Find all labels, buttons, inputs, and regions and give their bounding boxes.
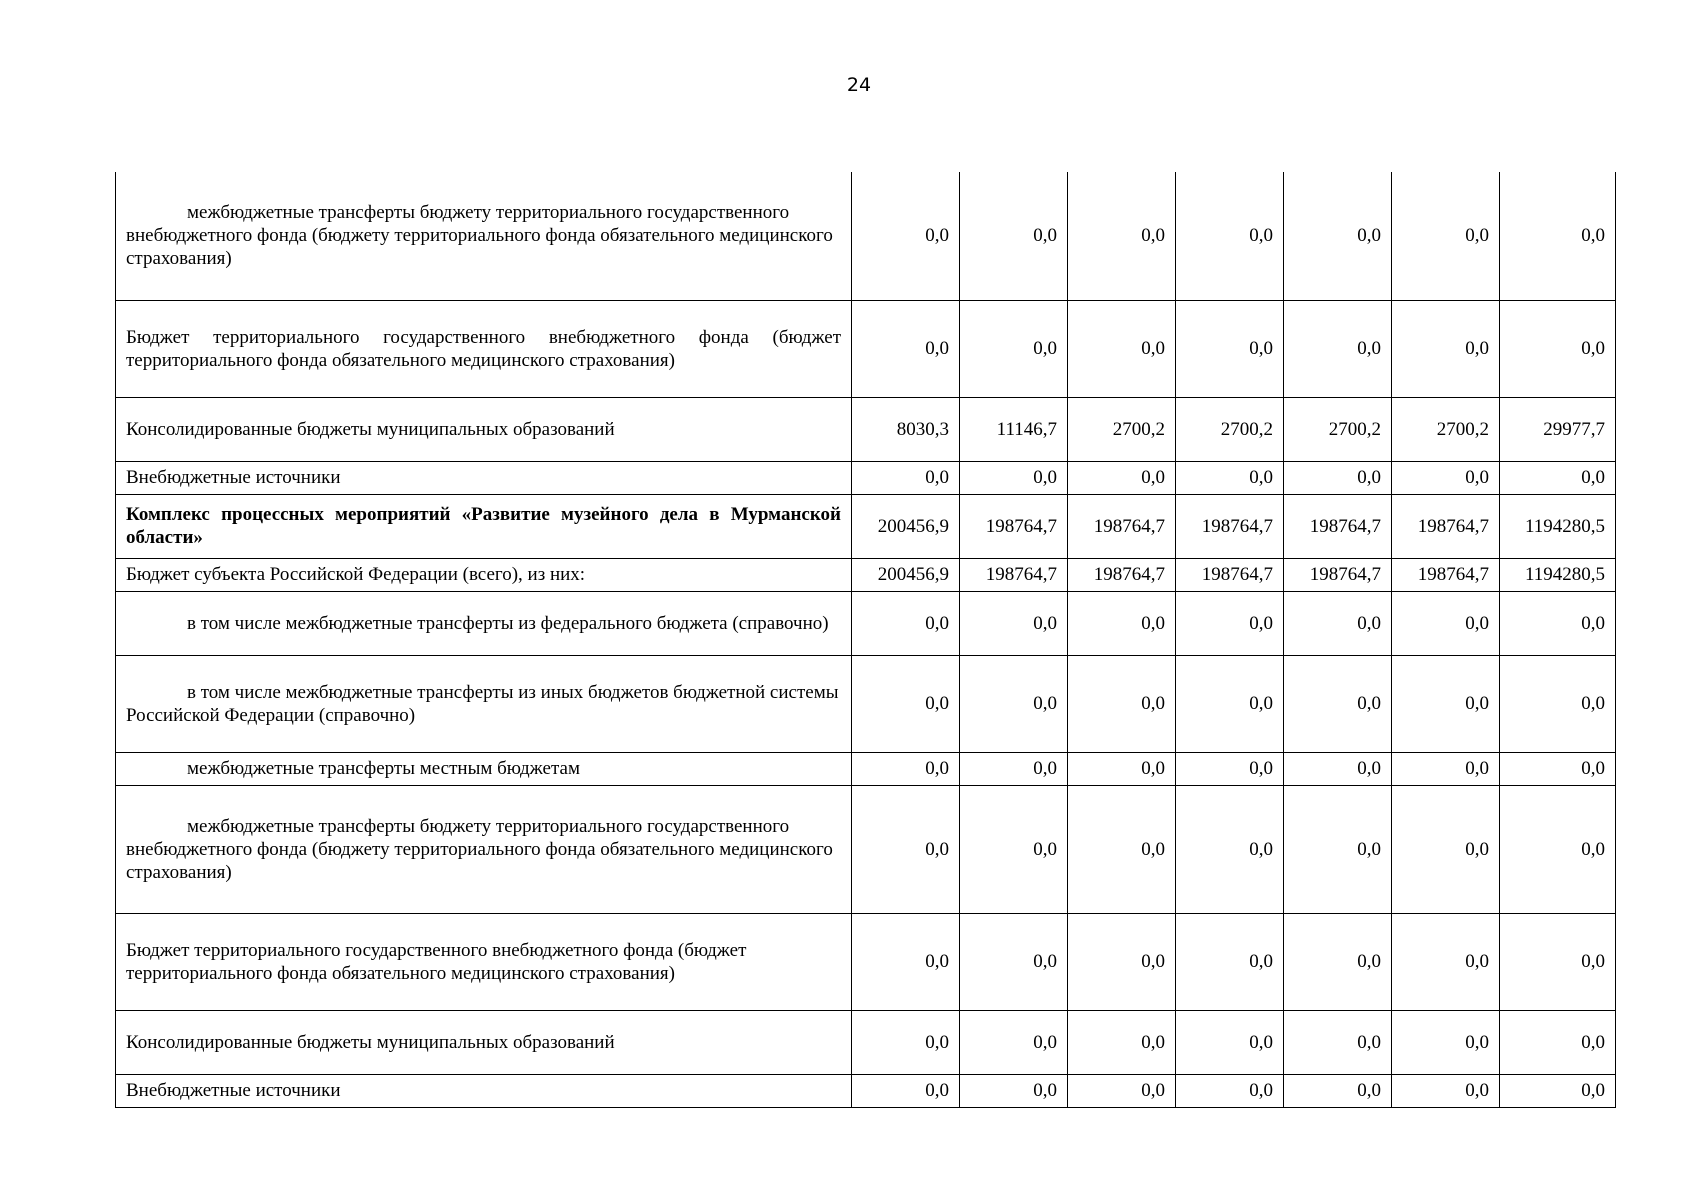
row-value: 0,0 [852, 1010, 960, 1074]
table-row [116, 172, 1616, 300]
row-label: Комплекс процессных мероприятий «Развитие музейного дела в Мурманской области» [116, 494, 852, 558]
row-value: 0,0 [1176, 1010, 1284, 1074]
row-value: 198764,7 [1068, 494, 1176, 558]
row-value: 0,0 [1068, 1074, 1176, 1107]
table-row [116, 300, 1616, 397]
row-value: 11146,7 [960, 397, 1068, 461]
row-value: 0,0 [1392, 461, 1500, 494]
row-value: 0,0 [1500, 655, 1616, 752]
row-value: 198764,7 [1284, 494, 1392, 558]
table-row [116, 591, 1616, 655]
row-value: 0,0 [852, 1074, 960, 1107]
row-value: 0,0 [1392, 913, 1500, 1010]
row-value: 198764,7 [960, 494, 1068, 558]
row-value: 0,0 [1392, 655, 1500, 752]
row-label: Бюджет территориального государственного внебюджетного фонда (бюджет территориального фонда обязательного медицинского страхования) [116, 300, 852, 397]
row-value: 0,0 [1176, 172, 1284, 300]
row-value: 0,0 [1284, 785, 1392, 913]
row-label: межбюджетные трансферты бюджету территориального государственного внебюджетного фонда (бюджету территориального фонда обязательного медицинского страхования) [116, 172, 852, 300]
budget-table-body [116, 172, 1616, 1107]
row-value: 0,0 [960, 785, 1068, 913]
row-value: 0,0 [1068, 785, 1176, 913]
row-label: Внебюджетные источники [116, 461, 852, 494]
row-value: 0,0 [852, 591, 960, 655]
row-value: 2700,2 [1392, 397, 1500, 461]
row-label: Бюджет субъекта Российской Федерации (всего), из них: [116, 558, 852, 591]
row-label: межбюджетные трансферты бюджету территориального государственного внебюджетного фонда (бюджету территориального фонда обязательного медицинского страхования) [116, 785, 852, 913]
row-label: Консолидированные бюджеты муниципальных образований [116, 397, 852, 461]
row-value: 198764,7 [960, 558, 1068, 591]
row-value: 0,0 [1500, 591, 1616, 655]
row-value: 0,0 [852, 300, 960, 397]
page-number: 24 [846, 74, 872, 96]
table-row [116, 397, 1616, 461]
row-value: 0,0 [1392, 785, 1500, 913]
row-value: 198764,7 [1392, 494, 1500, 558]
row-value: 0,0 [1068, 1010, 1176, 1074]
row-value: 0,0 [852, 172, 960, 300]
row-value: 0,0 [1068, 300, 1176, 397]
row-value: 0,0 [852, 655, 960, 752]
row-value: 0,0 [852, 785, 960, 913]
row-value: 0,0 [1500, 461, 1616, 494]
row-value: 0,0 [1500, 1074, 1616, 1107]
row-value: 0,0 [960, 172, 1068, 300]
row-label: в том числе межбюджетные трансферты из федерального бюджета (справочно) [116, 591, 852, 655]
row-value: 0,0 [1500, 1010, 1616, 1074]
table-row [116, 1074, 1616, 1107]
row-value: 0,0 [960, 591, 1068, 655]
row-label: Консолидированные бюджеты муниципальных образований [116, 1010, 852, 1074]
row-value: 2700,2 [1284, 397, 1392, 461]
row-value: 8030,3 [852, 397, 960, 461]
row-value: 29977,7 [1500, 397, 1616, 461]
row-value: 0,0 [1068, 591, 1176, 655]
row-label: Бюджет территориального государственного внебюджетного фонда (бюджет территориального фонда обязательного медицинского страхования) [116, 913, 852, 1010]
row-value: 2700,2 [1176, 397, 1284, 461]
row-value: 0,0 [960, 300, 1068, 397]
row-value: 0,0 [1176, 752, 1284, 785]
table-row [116, 558, 1616, 591]
row-value: 0,0 [1392, 300, 1500, 397]
row-value: 0,0 [1176, 591, 1284, 655]
row-value: 0,0 [1500, 172, 1616, 300]
row-value: 0,0 [1500, 752, 1616, 785]
row-value: 0,0 [1284, 913, 1392, 1010]
row-value: 198764,7 [1068, 558, 1176, 591]
row-value: 0,0 [1068, 655, 1176, 752]
row-value: 0,0 [1284, 1074, 1392, 1107]
row-value: 0,0 [1176, 1074, 1284, 1107]
row-value: 0,0 [1284, 1010, 1392, 1074]
row-value: 0,0 [1068, 172, 1176, 300]
table-row [116, 494, 1616, 558]
table-row [116, 461, 1616, 494]
row-value: 200456,9 [852, 494, 960, 558]
row-value: 0,0 [1392, 1010, 1500, 1074]
row-value: 0,0 [1392, 591, 1500, 655]
row-value: 0,0 [1176, 461, 1284, 494]
table-row [116, 1010, 1616, 1074]
table-row [116, 752, 1616, 785]
table-row [116, 785, 1616, 913]
row-value: 0,0 [1284, 752, 1392, 785]
row-value: 1194280,5 [1500, 558, 1616, 591]
row-value: 0,0 [960, 1010, 1068, 1074]
row-value: 0,0 [1284, 591, 1392, 655]
row-value: 198764,7 [1392, 558, 1500, 591]
budget-table [115, 172, 1616, 1108]
row-value: 0,0 [1176, 655, 1284, 752]
row-value: 0,0 [960, 913, 1068, 1010]
row-label: Внебюджетные источники [116, 1074, 852, 1107]
row-value: 0,0 [852, 913, 960, 1010]
row-label: межбюджетные трансферты местным бюджетам [116, 752, 852, 785]
row-value: 0,0 [1284, 655, 1392, 752]
row-value: 0,0 [1500, 913, 1616, 1010]
row-value: 0,0 [852, 461, 960, 494]
row-value: 0,0 [1500, 300, 1616, 397]
row-value: 0,0 [1392, 752, 1500, 785]
row-value: 2700,2 [1068, 397, 1176, 461]
row-value: 0,0 [1284, 300, 1392, 397]
row-value: 0,0 [1392, 1074, 1500, 1107]
table-row [116, 913, 1616, 1010]
row-value: 0,0 [852, 752, 960, 785]
row-value: 0,0 [1068, 913, 1176, 1010]
row-value: 0,0 [1068, 752, 1176, 785]
row-value: 1194280,5 [1500, 494, 1616, 558]
row-value: 0,0 [960, 655, 1068, 752]
row-value: 0,0 [960, 1074, 1068, 1107]
row-value: 200456,9 [852, 558, 960, 591]
row-value: 0,0 [960, 752, 1068, 785]
row-value: 0,0 [1068, 461, 1176, 494]
row-value: 0,0 [1500, 785, 1616, 913]
row-value: 0,0 [1176, 913, 1284, 1010]
row-value: 198764,7 [1176, 558, 1284, 591]
row-value: 0,0 [1284, 172, 1392, 300]
row-value: 0,0 [1284, 461, 1392, 494]
row-value: 0,0 [1176, 785, 1284, 913]
row-label: в том числе межбюджетные трансферты из иных бюджетов бюджетной системы Российской Федерации (справочно) [116, 655, 852, 752]
row-value: 198764,7 [1284, 558, 1392, 591]
table-row [116, 655, 1616, 752]
row-value: 0,0 [1392, 172, 1500, 300]
row-value: 198764,7 [1176, 494, 1284, 558]
row-value: 0,0 [960, 461, 1068, 494]
row-value: 0,0 [1176, 300, 1284, 397]
